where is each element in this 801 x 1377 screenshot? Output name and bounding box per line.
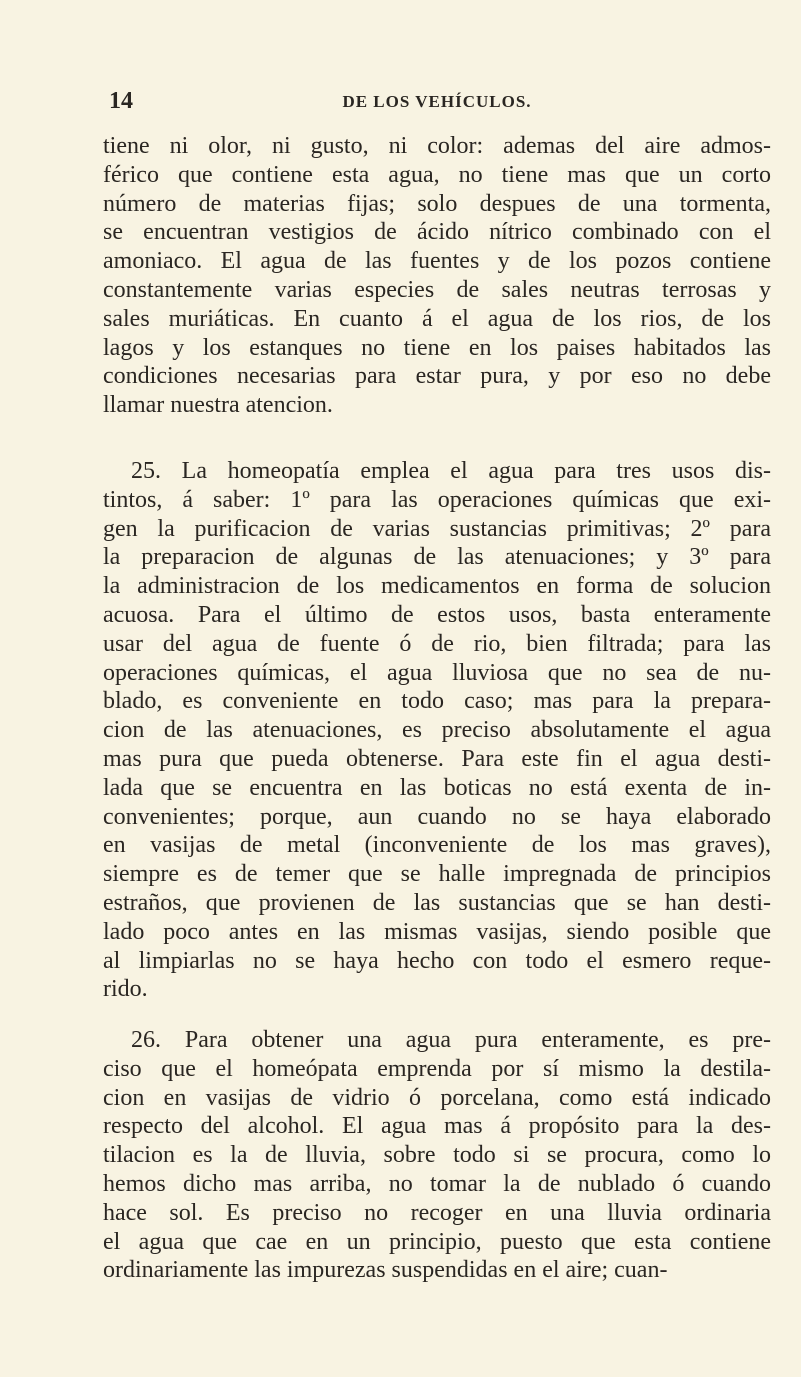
text-line: constantemente varias especies de sales neutras terrosas y [103, 276, 771, 303]
text-line: condiciones necesarias para estar pura, y por eso no debe [103, 363, 771, 390]
text-line: amoniaco. El agua de las fuentes y de los pozos contiene [103, 248, 771, 275]
text-line: lagos y los estanques no tiene en los paises habitados las [103, 334, 771, 361]
text-line: férico que contiene esta agua, no tiene mas que un corto [103, 161, 771, 188]
text-line: usar del agua de fuente ó de rio, bien filtrada; para las [103, 630, 771, 657]
paragraph-25 [103, 457, 771, 1004]
text-line: convenientes; porque, aun cuando no se haya elaborado [103, 803, 771, 830]
text-line: tilacion es la de lluvia, sobre todo si se procura, como lo [103, 1142, 771, 1169]
text-line: operaciones químicas, el agua lluviosa que no sea de nu- [103, 659, 771, 686]
text-line: hace sol. Es preciso no recoger en una lluvia ordinaria [103, 1199, 771, 1226]
paragraph-continuation [103, 132, 771, 420]
paragraph-26 [103, 1026, 771, 1285]
text-line: estraños, que provienen de las sustancias que se han desti- [103, 889, 771, 916]
page-number: 14 [109, 88, 133, 114]
text-line: gen la purificacion de varias sustancias primitivas; 2º para [103, 515, 771, 542]
page-header [103, 88, 771, 118]
text-line: 26. Para obtener una agua pura enteramente, es pre- [131, 1027, 771, 1053]
text-line: mas pura que pueda obtenerse. Para este fin el agua desti- [103, 745, 771, 772]
text-line: cion de las atenuaciones, es preciso absolutamente el agua [103, 717, 771, 744]
text-line: cion en vasijas de vidrio ó porcelana, como está indicado [103, 1084, 771, 1111]
text-line: número de materias fijas; solo despues de una tormenta, [103, 190, 771, 217]
text-line: acuosa. Para el último de estos usos, basta enteramente [103, 601, 771, 628]
text-line: llamar nuestra atencion. [103, 392, 333, 419]
text-line: tintos, á saber: 1º para las operaciones químicas que exi- [103, 486, 771, 513]
text-line: la preparacion de algunas de las atenuaciones; y 3º para [103, 544, 771, 571]
text-line: la administracion de los medicamentos en forma de solucion [103, 573, 771, 600]
text-line: sales muriáticas. En cuanto á el agua de los rios, de los [103, 305, 771, 332]
text-line: rido. [103, 976, 148, 1003]
text-line: lado poco antes en las mismas vasijas, siendo posible que [103, 918, 771, 945]
text-line: ordinariamente las impurezas suspendidas en el aire; cuan- [103, 1257, 668, 1284]
text-line: en vasijas de metal (inconveniente de los mas graves), [103, 832, 771, 859]
running-title: DE LOS VEHÍCULOS. [342, 92, 532, 111]
text-line: ciso que el homeópata emprenda por sí mismo la destila- [103, 1055, 771, 1082]
text-line: lada que se encuentra en las boticas no está exenta de in- [103, 774, 771, 801]
text-line: se encuentran vestigios de ácido nítrico combinado con el [103, 219, 771, 246]
text-line: el agua que cae en un principio, puesto que esta contiene [103, 1228, 771, 1255]
text-line: al limpiarlas no se haya hecho con todo el esmero reque- [103, 947, 771, 974]
text-line: blado, es conveniente en todo caso; mas para la prepara- [103, 688, 771, 715]
text-line: respecto del alcohol. El agua mas á propósito para la des- [103, 1113, 771, 1140]
text-line: tiene ni olor, ni gusto, ni color: ademas del aire admos- [103, 133, 771, 159]
text-line: hemos dicho mas arriba, no tomar la de nublado ó cuando [103, 1170, 771, 1197]
text-line: siempre es de temer que se halle impregnada de principios [103, 861, 771, 888]
text-line: 25. La homeopatía emplea el agua para tres usos dis- [131, 458, 771, 484]
